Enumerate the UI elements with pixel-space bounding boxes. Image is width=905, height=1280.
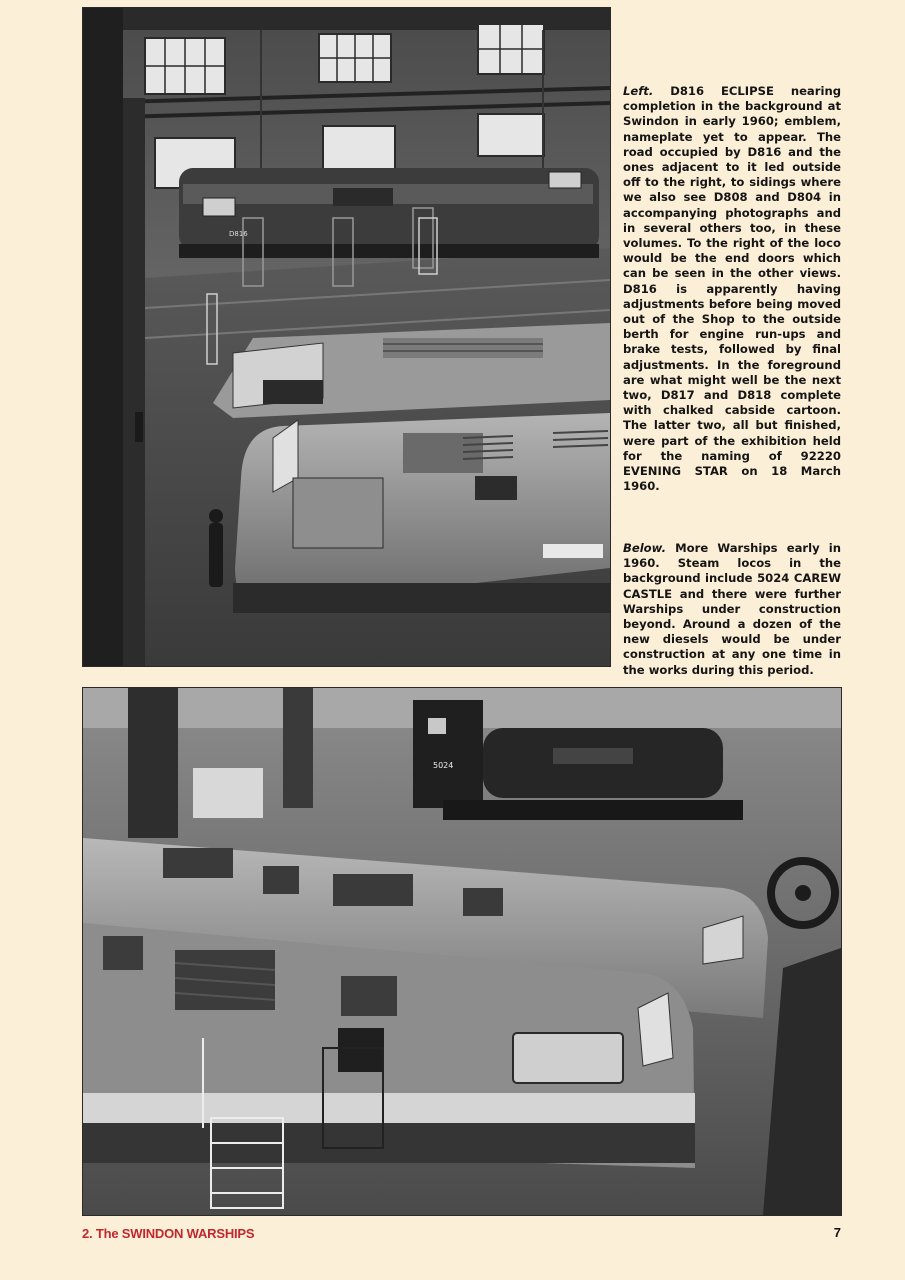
photo-top-image	[83, 8, 610, 666]
photo-bottom	[82, 687, 842, 1216]
caption-left	[623, 84, 841, 494]
caption-below-text: More Warships early in 1960. Steam locos in the background include 5024 CAREW CASTLE and there were further Warships under construction beyond. Around a dozen of the new diesels would be under construction at any one time in the works during this period.	[623, 541, 841, 677]
footer-section-title: 2. The SWINDON WARSHIPS	[82, 1226, 255, 1241]
caption-left-text: D816 ECLIPSE nearing completion in the background at Swindon in early 1960; emblem, nameplate yet to appear. The road occupied by D816 and the ones adjacent to it led outside off to the right, to sidings where we also see D808 and D804 in accompanying photographs and in several others too, in these volumes. To the right of the loco would be the end doors which can be seen in the other views. D816 is apparently having adjustments before being moved out of the Shop to the outside berth for engine run-ups and brake tests, followed by final adjustments. In the foreground are what might well be the next two, D817 and D818 complete with chalked cabside cartoon. The latter two, all but finished, were part of the exhibition held for the naming of 92220 EVENING STAR on 18 March 1960.	[623, 84, 841, 494]
svg-text:5024: 5024	[433, 761, 454, 770]
caption-below	[623, 541, 841, 678]
page-number: 7	[833, 1225, 841, 1240]
caption-left-lead: Left.	[623, 84, 654, 98]
photo-bottom-image	[83, 688, 841, 1215]
loco-d818	[233, 413, 610, 613]
svg-text:D816: D816	[229, 230, 248, 238]
photo-top	[82, 7, 611, 667]
caption-below-lead: Below.	[623, 541, 667, 555]
